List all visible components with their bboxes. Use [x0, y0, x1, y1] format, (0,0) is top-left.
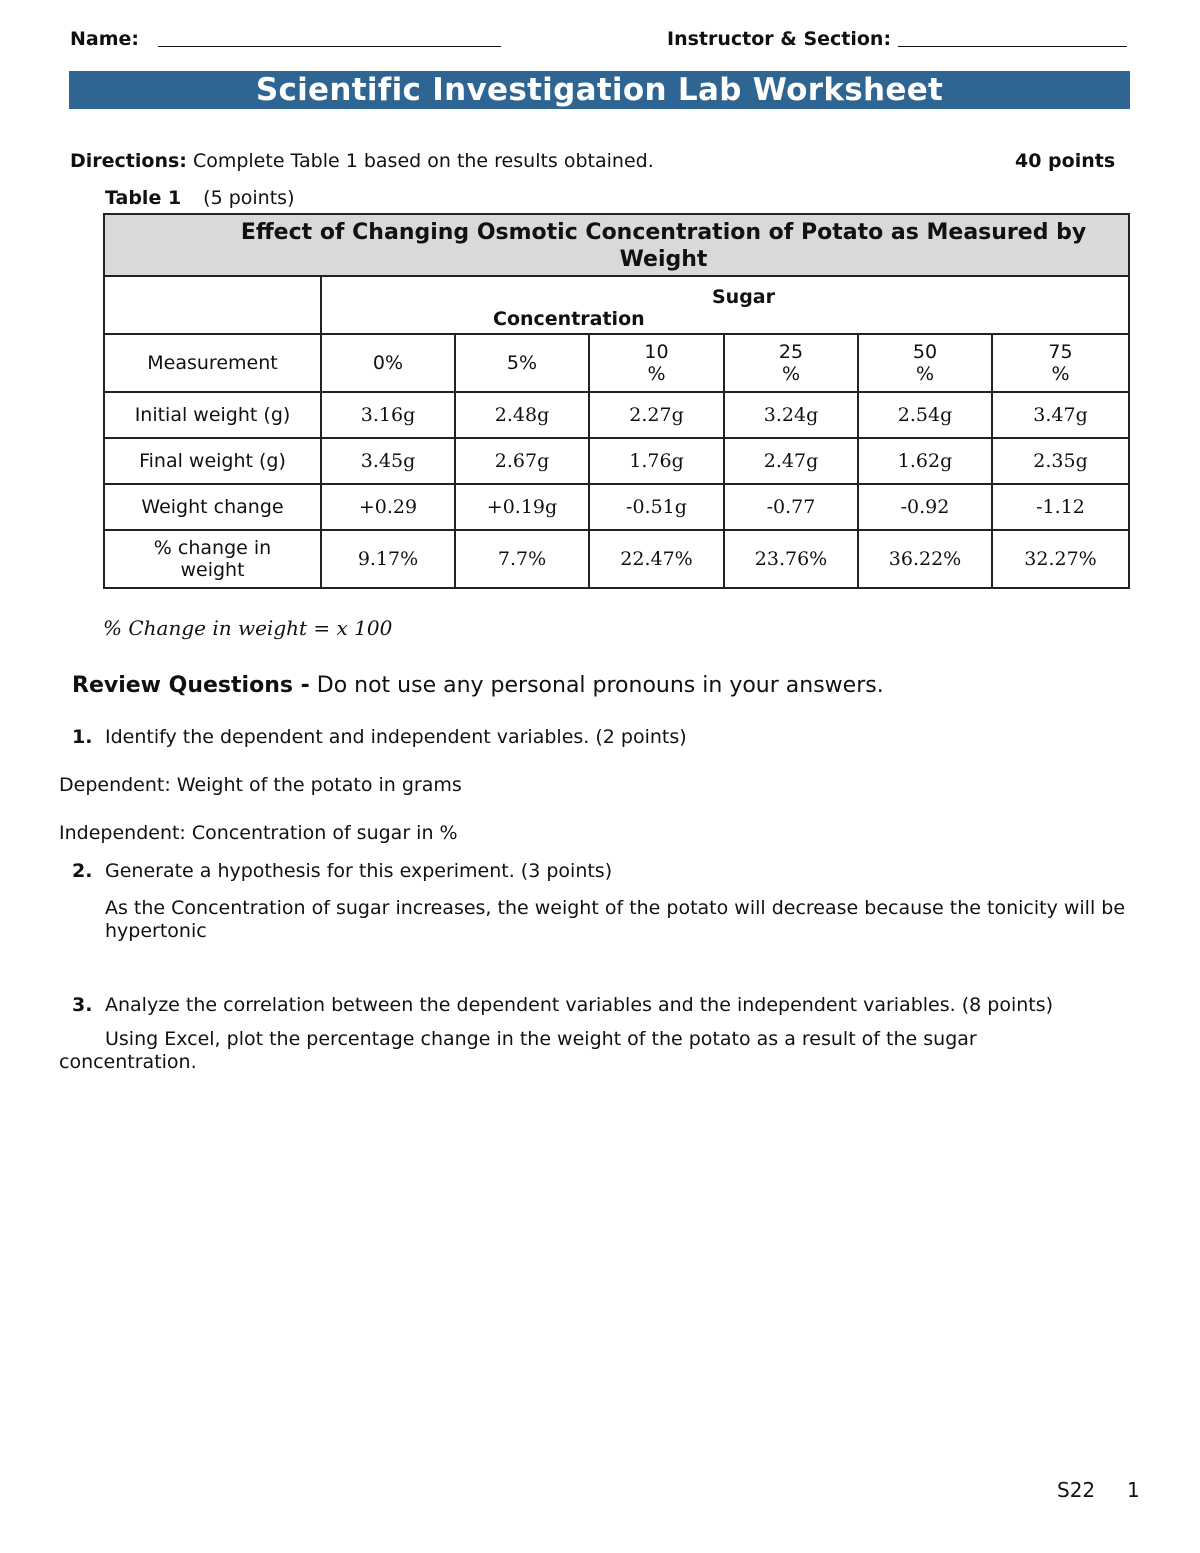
table-cell[interactable]: 3.47g: [992, 392, 1129, 438]
table-cell[interactable]: 3.24g: [724, 392, 858, 438]
table-title: Effect of Changing Osmotic Concentration of Potato as Measured by Weight: [240, 220, 1087, 272]
table-cell[interactable]: -1.12: [992, 484, 1129, 530]
answer-hypothesis[interactable]: As the Concentration of sugar increases, the weight of the potato will decrease because the tonicity will be hypertonic: [105, 897, 1126, 942]
table-cell[interactable]: 32.27%: [992, 530, 1129, 588]
column-header: 10 %: [589, 334, 724, 392]
table-cell[interactable]: 9.17%: [321, 530, 455, 588]
table-cell[interactable]: -0.77: [724, 484, 858, 530]
review-heading-subtext: Do not use any personal pronouns in your answers.: [316, 673, 884, 698]
question-3: [72, 994, 1053, 1016]
measurement-header: Measurement: [104, 334, 321, 392]
sugar-concentration-cell: [321, 276, 1129, 334]
table-cell[interactable]: 36.22%: [858, 530, 992, 588]
answer-analysis[interactable]: Using Excel, plot the percentage change in the weight of the potato as a result of the sugar concentration.: [59, 1028, 977, 1073]
row-label: Weight change: [104, 484, 321, 530]
table-cell[interactable]: 2.67g: [455, 438, 589, 484]
total-points: 40 points: [1015, 150, 1116, 172]
question-text: Generate a hypothesis for this experiment. (3 points): [105, 860, 613, 882]
table-cell[interactable]: 2.54g: [858, 392, 992, 438]
page-number: 1: [1127, 1478, 1140, 1502]
answer-independent[interactable]: Independent: Concentration of sugar in %: [59, 822, 458, 844]
table-cell[interactable]: 2.27g: [589, 392, 724, 438]
sugar-header-row: [104, 276, 1129, 334]
question-number: 1.: [72, 726, 93, 748]
footer-code: S22: [1057, 1478, 1096, 1502]
column-header: 75 %: [992, 334, 1129, 392]
table-cell[interactable]: 2.47g: [724, 438, 858, 484]
instructor-label: Instructor & Section:: [667, 28, 892, 50]
table-title-row: [104, 214, 1129, 276]
table-caption: [105, 187, 294, 209]
table-cell[interactable]: 2.48g: [455, 392, 589, 438]
concentration-label: Concentration: [493, 308, 645, 330]
question-number: 2.: [72, 860, 93, 882]
directions: [70, 150, 654, 172]
name-field[interactable]: [158, 46, 501, 47]
directions-text: Complete Table 1 based on the results obtained.: [192, 150, 654, 172]
table-cell[interactable]: 3.16g: [321, 392, 455, 438]
table-cell[interactable]: 1.76g: [589, 438, 724, 484]
table-row: [104, 438, 1129, 484]
table-cell[interactable]: +0.29: [321, 484, 455, 530]
column-header: 50 %: [858, 334, 992, 392]
row-label: Final weight (g): [104, 438, 321, 484]
table-caption-label: Table 1: [105, 187, 182, 209]
table-cell[interactable]: 7.7%: [455, 530, 589, 588]
instructor-field[interactable]: [898, 46, 1127, 47]
review-heading: [72, 673, 884, 698]
table-cell[interactable]: +0.19g: [455, 484, 589, 530]
table-row: [104, 484, 1129, 530]
question-1: [72, 726, 687, 748]
table-cell[interactable]: 2.35g: [992, 438, 1129, 484]
column-header: 0%: [321, 334, 455, 392]
table-cell[interactable]: -0.51g: [589, 484, 724, 530]
table-cell[interactable]: 23.76%: [724, 530, 858, 588]
table-row: [104, 530, 1129, 588]
sugar-label: Sugar: [712, 286, 776, 308]
table-cell[interactable]: 3.45g: [321, 438, 455, 484]
row-label: Initial weight (g): [104, 392, 321, 438]
table-cell[interactable]: 22.47%: [589, 530, 724, 588]
table-caption-points: (5 points): [203, 187, 295, 209]
question-text: Identify the dependent and independent variables. (2 points): [105, 726, 687, 748]
question-number: 3.: [72, 994, 93, 1016]
question-2: [72, 860, 612, 882]
question-text: Analyze the correlation between the dependent variables and the independent variables. (8 points): [105, 994, 1054, 1016]
column-header: 5%: [455, 334, 589, 392]
column-header: 25 %: [724, 334, 858, 392]
directions-label: Directions:: [70, 150, 187, 172]
review-heading-label: Review Questions -: [72, 673, 310, 698]
table-title-cell: [104, 214, 1129, 276]
table-row: [104, 392, 1129, 438]
percent-change-formula: % Change in weight = x 100: [103, 616, 393, 640]
empty-header-cell: [104, 276, 321, 334]
column-header-row: [104, 334, 1129, 392]
row-label: % change in weight: [104, 530, 321, 588]
page-title: Scientific Investigation Lab Worksheet: [255, 72, 944, 108]
title-banner: [69, 71, 1130, 109]
name-label: Name:: [70, 28, 140, 50]
table-cell[interactable]: -0.92: [858, 484, 992, 530]
results-table: [103, 213, 1130, 589]
table-cell[interactable]: 1.62g: [858, 438, 992, 484]
answer-dependent[interactable]: Dependent: Weight of the potato in grams: [59, 774, 462, 796]
